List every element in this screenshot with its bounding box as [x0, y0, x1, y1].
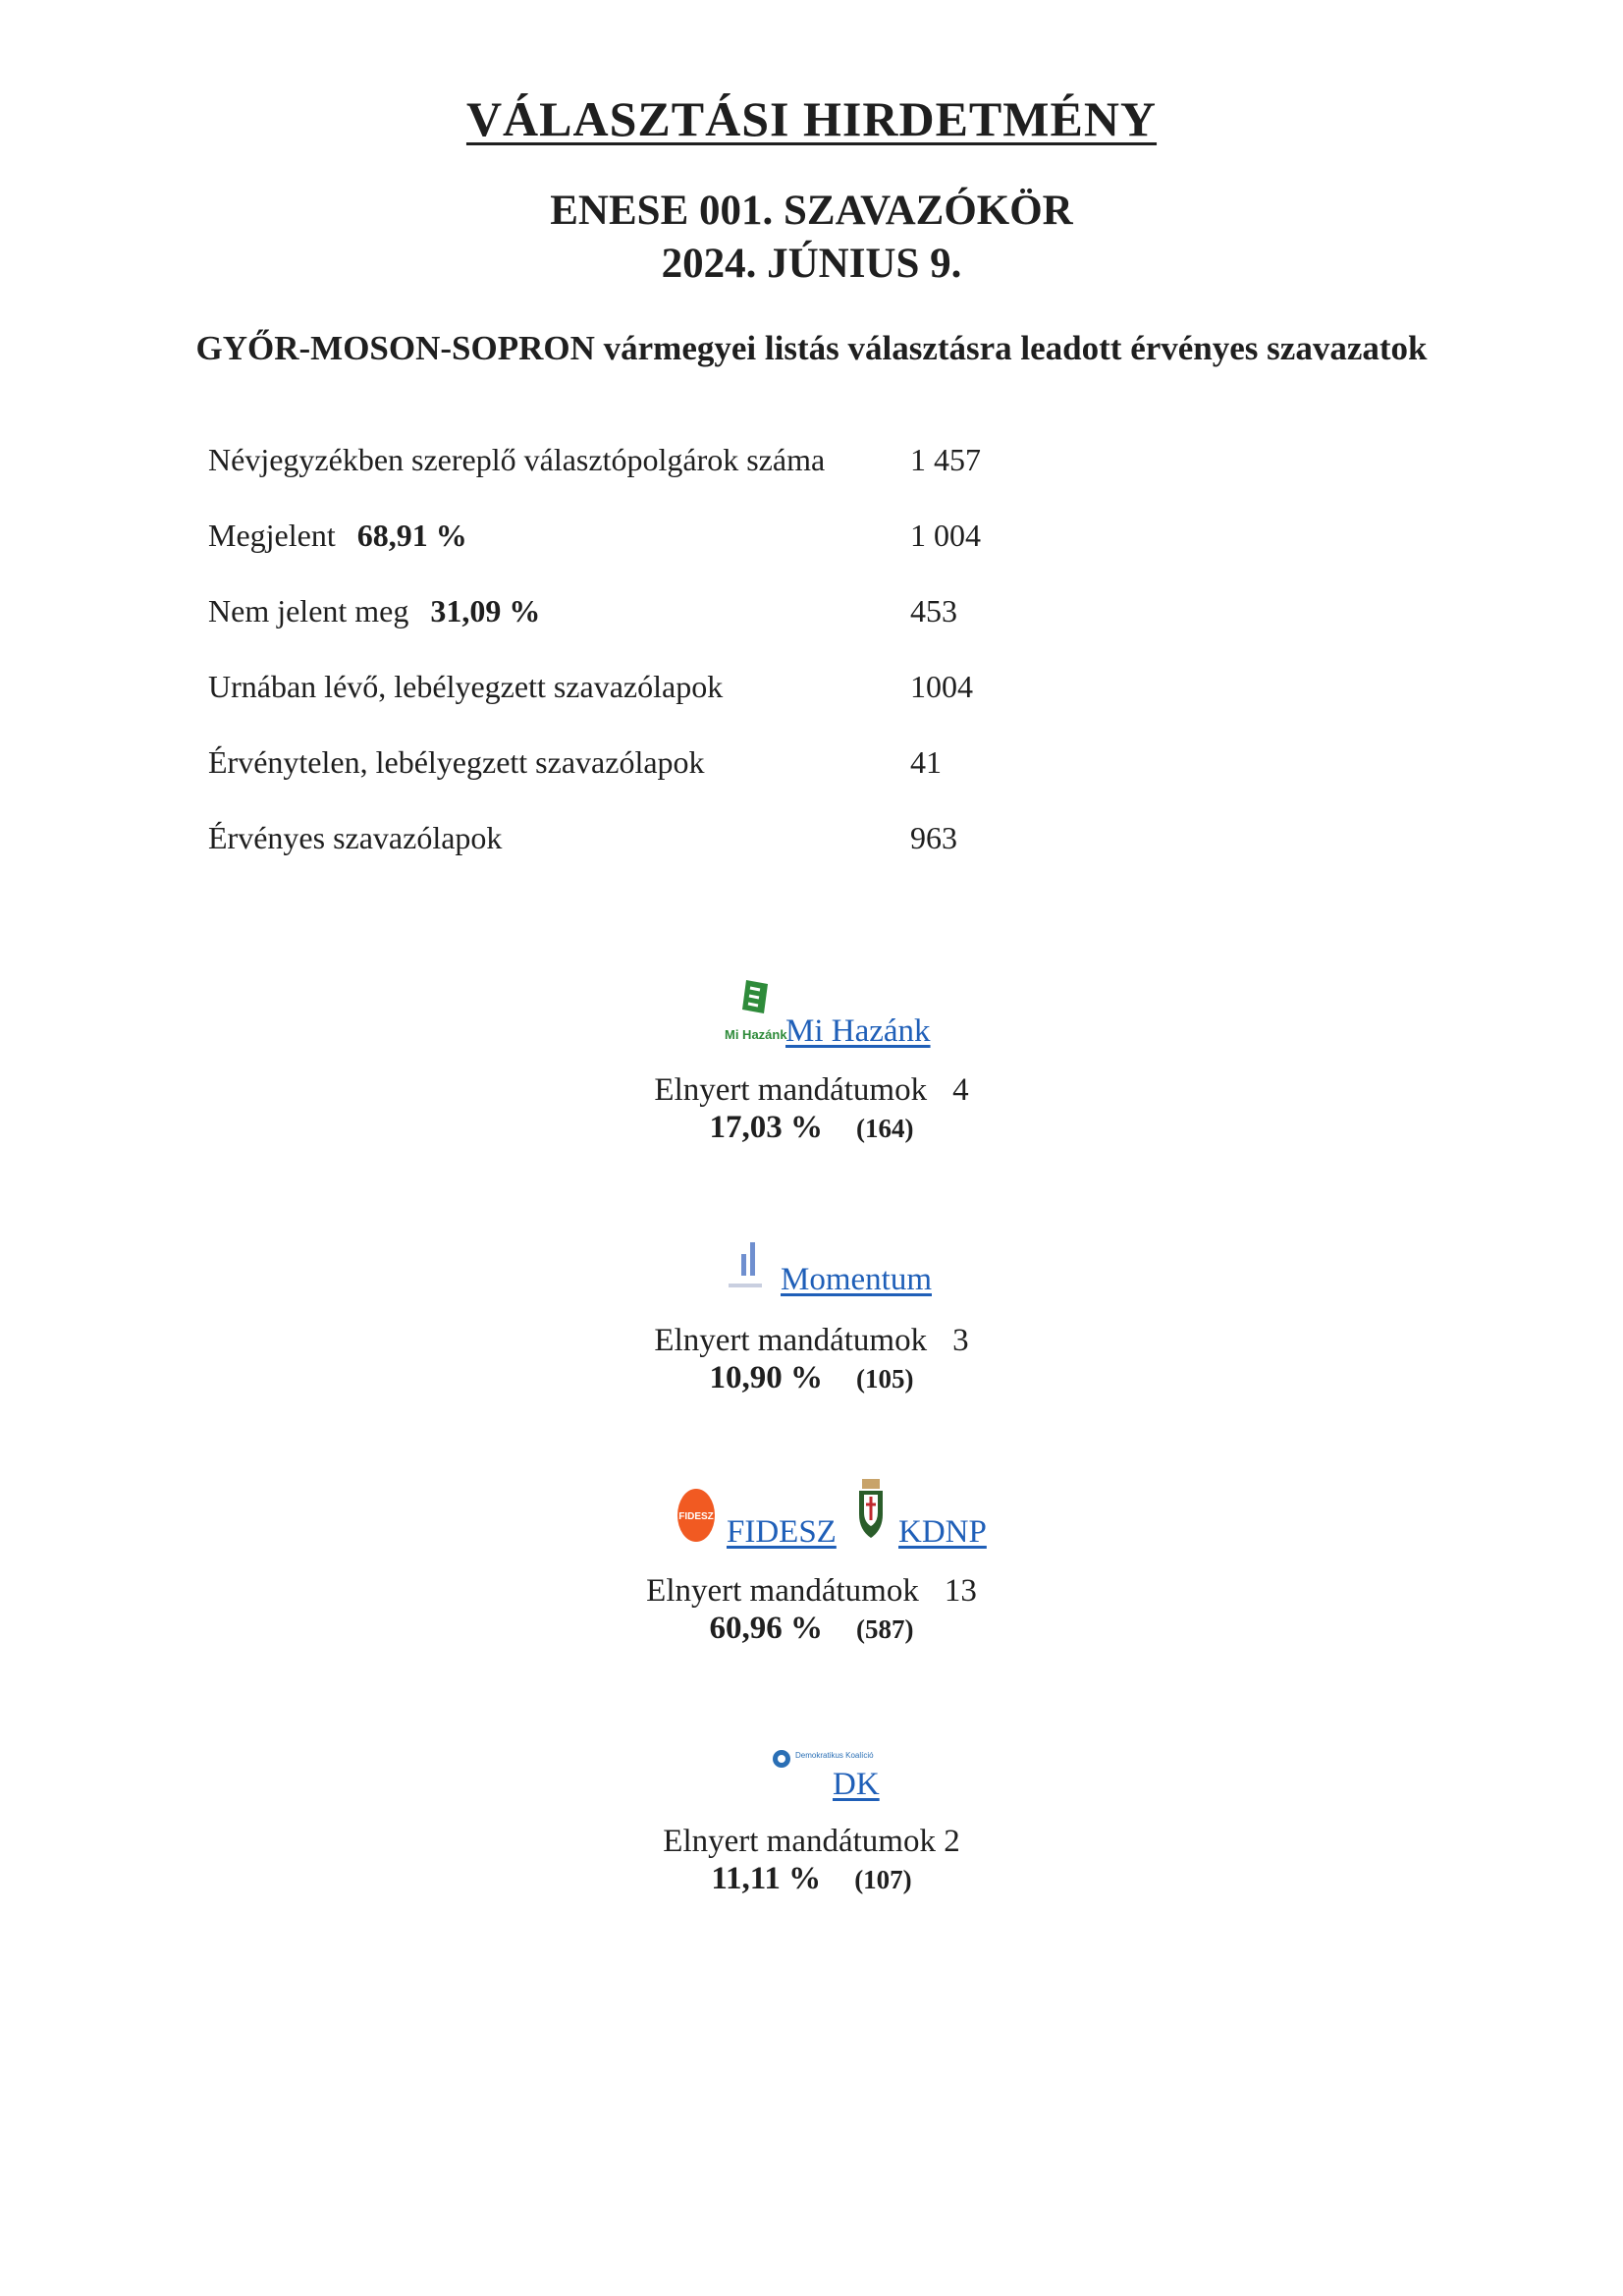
stat-label: [208, 820, 502, 856]
vote-percent: 17,03 %: [709, 1110, 823, 1145]
fidesz-logo-text: FIDESZ: [678, 1511, 714, 1522]
vote-count: (164): [856, 1114, 914, 1143]
seats-count: 13: [944, 1573, 977, 1609]
stat-label: [208, 518, 467, 554]
party-header: [0, 1223, 1623, 1311]
stat-label: [208, 442, 825, 478]
stat-value: 1004: [910, 669, 973, 704]
party-header: [0, 1473, 1623, 1561]
mi-hazank-logo-text: Mi Hazánk: [725, 1027, 787, 1042]
party-momentum: [0, 1223, 1623, 1419]
seats-won: [0, 1824, 1623, 1860]
stat-label-text: Névjegyzékben szereplő választópolgárok száma: [208, 442, 826, 477]
vote-percent: 60,96 %: [709, 1611, 823, 1646]
stat-value: 453: [910, 593, 957, 629]
stat-value: 1 004: [910, 518, 981, 553]
vote-result: [0, 1360, 1623, 1396]
dk-logo-icon: [772, 1747, 874, 1780]
seats-label: Elnyert mandátumok 2: [663, 1824, 960, 1859]
vote-percent: 10,90 %: [709, 1360, 823, 1395]
momentum-logo-icon: [725, 1236, 774, 1291]
seats-count: 4: [952, 1072, 969, 1108]
stat-value: 963: [910, 820, 957, 855]
vote-result: [0, 1861, 1623, 1897]
precinct-heading: ENESE 001. SZAVAZÓKÖR: [550, 188, 1073, 234]
seats-label: Elnyert mandátumok: [654, 1323, 928, 1358]
stat-ballots-in-urn: [208, 669, 1386, 718]
party-link-fidesz[interactable]: FIDESZ: [727, 1514, 837, 1550]
seats-won: [0, 1323, 1623, 1359]
party-mi-hazank: [0, 972, 1623, 1169]
stat-label-text: Érvénytelen, lebélyegzett szavazólapok: [208, 744, 705, 780]
vote-count: (587): [856, 1614, 914, 1644]
election-subtitle: GYŐR-MOSON-SOPRON vármegyei listás választásra leadott érvényes szavazatok: [195, 329, 1428, 367]
party-link-mi-hazank[interactable]: Mi Hazánk: [785, 1013, 931, 1049]
stat-label-text: Megjelent: [208, 518, 336, 553]
page-title-text: VÁLASZTÁSI HIRDETMÉNY: [465, 91, 1158, 146]
seats-won: [0, 1072, 1623, 1109]
vote-percent: 11,11 %: [711, 1861, 822, 1896]
party-link-dk[interactable]: DK: [833, 1767, 880, 1802]
dk-logo-text: Demokratikus Koalíció: [795, 1751, 874, 1760]
vote-result: [0, 1110, 1623, 1146]
stat-absent: [208, 593, 1386, 642]
party-link-momentum[interactable]: Momentum: [781, 1262, 932, 1297]
seats-won: [0, 1573, 1623, 1610]
seats-count: 3: [952, 1323, 969, 1358]
vote-count: (107): [854, 1865, 912, 1894]
party-dk: [0, 1723, 1623, 1920]
stat-label: [208, 744, 705, 781]
stat-label-text: Urnában lévő, lebélyegzett szavazólapok: [208, 669, 724, 704]
stat-value: 1 457: [910, 442, 981, 477]
page-title: [0, 90, 1623, 147]
date-heading: 2024. JÚNIUS 9.: [661, 241, 962, 287]
stat-registered-voters: [208, 442, 1386, 491]
stat-label: [208, 669, 723, 705]
seats-label: Elnyert mandátumok: [654, 1072, 928, 1108]
stat-percent: 68,91 %: [356, 518, 467, 553]
stat-turnout: [208, 518, 1386, 567]
stat-valid-ballots: [208, 820, 1386, 869]
party-link-kdnp[interactable]: KDNP: [898, 1514, 987, 1550]
vote-count: (105): [856, 1364, 914, 1394]
stat-label-text: Érvényes szavazólapok: [208, 820, 503, 855]
stat-label: [208, 593, 540, 629]
stat-invalid-ballots: [208, 744, 1386, 793]
stat-label-text: Nem jelent meg: [208, 593, 409, 629]
party-header: [0, 972, 1623, 1061]
stat-percent: 31,09 %: [430, 593, 541, 629]
vote-result: [0, 1611, 1623, 1647]
kdnp-shield-icon: [856, 1477, 886, 1540]
stat-value: 41: [910, 744, 942, 780]
mi-hazank-logo-icon: [725, 978, 785, 1043]
seats-label: Elnyert mandátumok: [646, 1573, 919, 1609]
party-header: [0, 1723, 1623, 1812]
party-fidesz-kdnp: [0, 1473, 1623, 1669]
fidesz-logo-icon: [676, 1487, 717, 1544]
